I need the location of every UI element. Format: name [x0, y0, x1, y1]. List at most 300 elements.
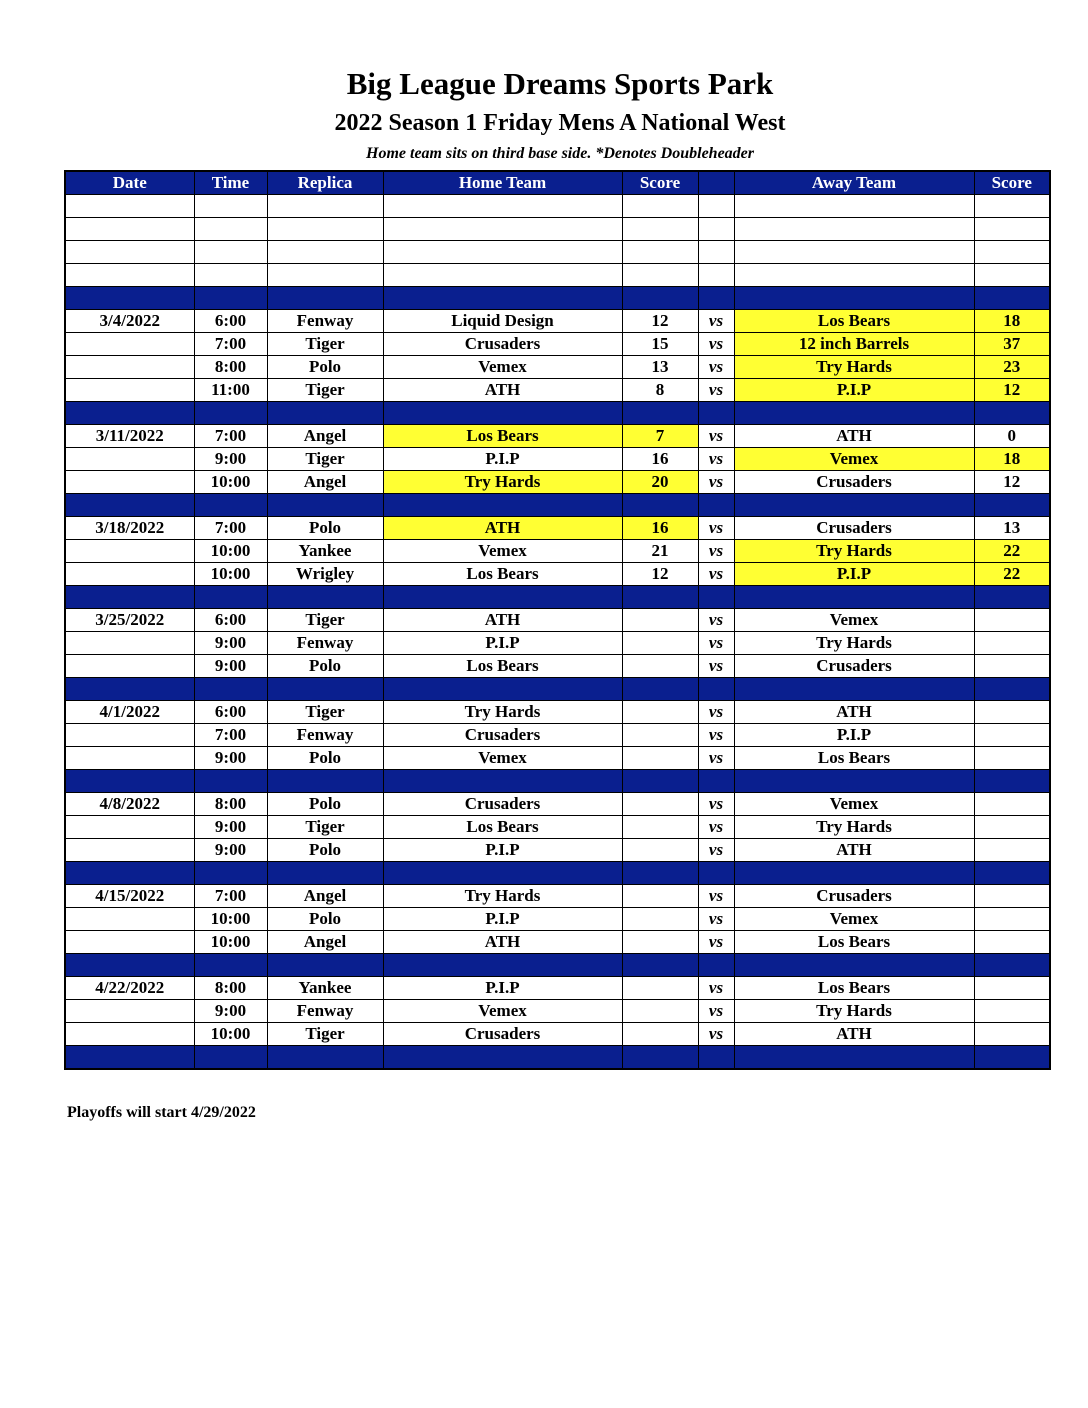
week-separator-cell: [267, 862, 383, 885]
week-separator-cell: [734, 1046, 974, 1070]
game-row: [65, 517, 1050, 540]
week-separator-cell: [65, 862, 194, 885]
blank-row-cell: [622, 218, 698, 241]
week-separator-cell: [698, 402, 734, 425]
blank-row-cell: [267, 195, 383, 218]
home-team: ATH: [383, 379, 622, 402]
week-separator-cell: [194, 678, 267, 701]
game-time: 7:00: [194, 425, 267, 448]
game-time: 7:00: [194, 724, 267, 747]
blank-row-cell: [194, 218, 267, 241]
week-separator-cell: [974, 1046, 1050, 1070]
blank-row-cell: [734, 195, 974, 218]
vs-label: vs: [698, 977, 734, 1000]
home-team: Crusaders: [383, 1023, 622, 1046]
week-separator-cell: [622, 954, 698, 977]
col-header-date: Date: [65, 171, 194, 195]
away-team: Crusaders: [734, 517, 974, 540]
blank-row-cell: [698, 241, 734, 264]
blank-row-cell: [65, 218, 194, 241]
blank-row-cell: [65, 195, 194, 218]
vs-label: vs: [698, 908, 734, 931]
week-separator: [65, 770, 1050, 793]
game-time: 10:00: [194, 540, 267, 563]
home-team: Liquid Design: [383, 310, 622, 333]
week-separator-cell: [194, 1046, 267, 1070]
game-field: Polo: [267, 908, 383, 931]
schedule-note: Home team sits on third base side. *Denotes Doubleheader: [366, 145, 754, 162]
blank-row-cell: [65, 241, 194, 264]
away-team: 12 inch Barrels: [734, 333, 974, 356]
home-team: ATH: [383, 609, 622, 632]
away-score: 23: [974, 356, 1050, 379]
week-separator-cell: [383, 287, 622, 310]
week-separator-cell: [194, 954, 267, 977]
game-date: 4/22/2022: [65, 977, 194, 1000]
blank-row-cell: [698, 218, 734, 241]
week-separator-cell: [194, 287, 267, 310]
vs-label: vs: [698, 1023, 734, 1046]
game-row: [65, 885, 1050, 908]
week-separator-cell: [698, 1046, 734, 1070]
home-score: [622, 793, 698, 816]
game-row: [65, 471, 1050, 494]
blank-row-cell: [734, 264, 974, 287]
week-separator: [65, 494, 1050, 517]
week-separator-cell: [65, 287, 194, 310]
away-score: 12: [974, 379, 1050, 402]
week-separator-cell: [383, 954, 622, 977]
away-team: Try Hards: [734, 1000, 974, 1023]
game-field: Wrigley: [267, 563, 383, 586]
home-team: Vemex: [383, 540, 622, 563]
home-score: [622, 885, 698, 908]
blank-row-cell: [622, 264, 698, 287]
week-separator-cell: [734, 678, 974, 701]
game-field: Angel: [267, 425, 383, 448]
home-score: [622, 1023, 698, 1046]
week-separator-cell: [383, 770, 622, 793]
away-score: [974, 701, 1050, 724]
away-score: 0: [974, 425, 1050, 448]
away-score: [974, 1000, 1050, 1023]
away-score: [974, 931, 1050, 954]
blank-row-cell: [734, 241, 974, 264]
blank-row-cell: [194, 264, 267, 287]
week-separator-cell: [734, 287, 974, 310]
vs-label: vs: [698, 609, 734, 632]
vs-label: vs: [698, 816, 734, 839]
game-date: 4/8/2022: [65, 793, 194, 816]
vs-label: vs: [698, 724, 734, 747]
game-field: Polo: [267, 747, 383, 770]
game-time: 8:00: [194, 977, 267, 1000]
vs-label: vs: [698, 517, 734, 540]
week-separator-cell: [65, 402, 194, 425]
home-team: Crusaders: [383, 724, 622, 747]
away-score: [974, 816, 1050, 839]
home-score: 8: [622, 379, 698, 402]
away-team: P.I.P: [734, 563, 974, 586]
away-team: Crusaders: [734, 655, 974, 678]
home-score: 21: [622, 540, 698, 563]
home-team: Crusaders: [383, 333, 622, 356]
game-time: 10:00: [194, 563, 267, 586]
home-score: 15: [622, 333, 698, 356]
game-row: [65, 563, 1050, 586]
game-date: [65, 1023, 194, 1046]
away-score: [974, 655, 1050, 678]
vs-label: vs: [698, 1000, 734, 1023]
away-team: Vemex: [734, 908, 974, 931]
week-separator-cell: [698, 954, 734, 977]
blank-row-cell: [974, 241, 1050, 264]
week-separator-cell: [622, 494, 698, 517]
game-field: Tiger: [267, 448, 383, 471]
week-separator-cell: [734, 862, 974, 885]
home-team: Vemex: [383, 747, 622, 770]
game-row: [65, 1023, 1050, 1046]
game-row: [65, 356, 1050, 379]
week-separator-cell: [383, 1046, 622, 1070]
week-separator-cell: [698, 678, 734, 701]
vs-label: vs: [698, 333, 734, 356]
away-team: Los Bears: [734, 310, 974, 333]
game-date: 4/15/2022: [65, 885, 194, 908]
game-date: 3/25/2022: [65, 609, 194, 632]
game-row: [65, 425, 1050, 448]
game-time: 11:00: [194, 379, 267, 402]
away-team: Vemex: [734, 793, 974, 816]
away-team: ATH: [734, 425, 974, 448]
week-separator-cell: [267, 1046, 383, 1070]
week-separator-cell: [65, 1046, 194, 1070]
game-row: [65, 724, 1050, 747]
week-separator: [65, 678, 1050, 701]
game-row: [65, 540, 1050, 563]
vs-label: vs: [698, 425, 734, 448]
blank-row-cell: [383, 264, 622, 287]
page-title: Big League Dreams Sports Park: [346, 66, 774, 101]
game-date: [65, 724, 194, 747]
home-team: P.I.P: [383, 632, 622, 655]
week-separator-cell: [65, 678, 194, 701]
blank-row-cell: [698, 264, 734, 287]
game-date: 3/11/2022: [65, 425, 194, 448]
away-team: Los Bears: [734, 977, 974, 1000]
vs-label: vs: [698, 540, 734, 563]
week-separator-cell: [383, 678, 622, 701]
week-separator-cell: [734, 494, 974, 517]
home-score: [622, 816, 698, 839]
week-separator-cell: [194, 586, 267, 609]
home-score: [622, 632, 698, 655]
blank-row-cell: [383, 241, 622, 264]
away-team: Try Hards: [734, 816, 974, 839]
away-score: 22: [974, 563, 1050, 586]
away-score: 18: [974, 310, 1050, 333]
week-separator: [65, 586, 1050, 609]
page-subtitle: 2022 Season 1 Friday Mens A National West: [334, 110, 786, 136]
away-team: Los Bears: [734, 747, 974, 770]
game-date: 4/1/2022: [65, 701, 194, 724]
away-score: [974, 885, 1050, 908]
away-score: [974, 839, 1050, 862]
week-separator-cell: [622, 678, 698, 701]
week-separator-cell: [974, 770, 1050, 793]
game-date: [65, 908, 194, 931]
away-team: Try Hards: [734, 540, 974, 563]
game-field: Fenway: [267, 632, 383, 655]
game-date: [65, 747, 194, 770]
game-date: [65, 379, 194, 402]
blank-row-cell: [267, 241, 383, 264]
game-time: 6:00: [194, 609, 267, 632]
week-separator-cell: [267, 678, 383, 701]
game-time: 9:00: [194, 1000, 267, 1023]
away-score: 37: [974, 333, 1050, 356]
table-header-row: [65, 171, 1050, 195]
week-separator: [65, 954, 1050, 977]
game-time: 7:00: [194, 517, 267, 540]
week-separator-cell: [267, 287, 383, 310]
home-score: [622, 701, 698, 724]
away-score: [974, 977, 1050, 1000]
week-separator-cell: [698, 287, 734, 310]
home-score: 13: [622, 356, 698, 379]
blank-row-cell: [383, 218, 622, 241]
home-team: Los Bears: [383, 816, 622, 839]
schedule-table: [64, 170, 1051, 1070]
game-row: [65, 701, 1050, 724]
week-separator-cell: [698, 862, 734, 885]
week-separator-cell: [734, 586, 974, 609]
game-row: [65, 908, 1050, 931]
away-score: [974, 609, 1050, 632]
vs-label: vs: [698, 471, 734, 494]
week-separator-cell: [622, 287, 698, 310]
game-row: [65, 977, 1050, 1000]
home-score: 16: [622, 448, 698, 471]
home-team: P.I.P: [383, 977, 622, 1000]
game-date: [65, 333, 194, 356]
game-date: [65, 655, 194, 678]
game-field: Fenway: [267, 1000, 383, 1023]
home-score: 12: [622, 310, 698, 333]
game-time: 9:00: [194, 816, 267, 839]
game-field: Tiger: [267, 379, 383, 402]
away-team: Los Bears: [734, 931, 974, 954]
game-row: [65, 839, 1050, 862]
col-header-home-score: Score: [622, 171, 698, 195]
away-score: 12: [974, 471, 1050, 494]
home-team: P.I.P: [383, 908, 622, 931]
week-separator-cell: [194, 770, 267, 793]
week-separator-cell: [974, 586, 1050, 609]
week-separator-cell: [974, 678, 1050, 701]
game-field: Angel: [267, 471, 383, 494]
game-date: [65, 471, 194, 494]
game-time: 6:00: [194, 310, 267, 333]
blank-row: [65, 195, 1050, 218]
game-field: Fenway: [267, 310, 383, 333]
week-separator-cell: [267, 402, 383, 425]
game-date: [65, 563, 194, 586]
home-team: Crusaders: [383, 793, 622, 816]
week-separator-cell: [65, 770, 194, 793]
week-separator-cell: [194, 494, 267, 517]
away-team: ATH: [734, 701, 974, 724]
game-date: [65, 931, 194, 954]
game-row: [65, 379, 1050, 402]
home-score: [622, 1000, 698, 1023]
blank-row-cell: [974, 218, 1050, 241]
game-time: 10:00: [194, 471, 267, 494]
home-score: 7: [622, 425, 698, 448]
week-separator-cell: [267, 494, 383, 517]
week-separator-cell: [383, 402, 622, 425]
home-team: Vemex: [383, 1000, 622, 1023]
away-score: [974, 747, 1050, 770]
game-row: [65, 333, 1050, 356]
vs-label: vs: [698, 793, 734, 816]
week-separator-cell: [194, 862, 267, 885]
game-date: 3/4/2022: [65, 310, 194, 333]
away-score: 18: [974, 448, 1050, 471]
game-row: [65, 931, 1050, 954]
week-separator-cell: [734, 402, 974, 425]
vs-label: vs: [698, 747, 734, 770]
week-separator: [65, 862, 1050, 885]
blank-row-cell: [267, 218, 383, 241]
away-score: [974, 793, 1050, 816]
blank-row-cell: [622, 195, 698, 218]
away-team: P.I.P: [734, 724, 974, 747]
home-team: Los Bears: [383, 425, 622, 448]
game-field: Yankee: [267, 540, 383, 563]
game-field: Tiger: [267, 816, 383, 839]
week-separator-cell: [267, 586, 383, 609]
game-time: 8:00: [194, 793, 267, 816]
away-score: [974, 632, 1050, 655]
week-separator-cell: [65, 494, 194, 517]
vs-label: vs: [698, 655, 734, 678]
away-score: [974, 1023, 1050, 1046]
week-separator-cell: [734, 954, 974, 977]
game-time: 10:00: [194, 1023, 267, 1046]
home-score: [622, 931, 698, 954]
schedule-body: [65, 195, 1050, 1070]
home-score: [622, 724, 698, 747]
game-field: Polo: [267, 356, 383, 379]
game-time: 9:00: [194, 448, 267, 471]
home-team: Try Hards: [383, 885, 622, 908]
vs-label: vs: [698, 356, 734, 379]
game-field: Tiger: [267, 1023, 383, 1046]
game-time: 9:00: [194, 747, 267, 770]
home-team: Try Hards: [383, 701, 622, 724]
vs-label: vs: [698, 839, 734, 862]
home-team: Los Bears: [383, 655, 622, 678]
game-date: [65, 356, 194, 379]
week-separator-cell: [267, 770, 383, 793]
game-field: Polo: [267, 655, 383, 678]
blank-row-cell: [65, 264, 194, 287]
game-field: Polo: [267, 517, 383, 540]
game-row: [65, 310, 1050, 333]
game-time: 6:00: [194, 701, 267, 724]
week-separator-cell: [622, 402, 698, 425]
home-team: ATH: [383, 931, 622, 954]
away-team: P.I.P: [734, 379, 974, 402]
week-separator-cell: [974, 287, 1050, 310]
week-separator-cell: [383, 862, 622, 885]
week-separator-cell: [267, 954, 383, 977]
game-date: [65, 448, 194, 471]
away-team: ATH: [734, 1023, 974, 1046]
home-team: Try Hards: [383, 471, 622, 494]
home-team: Vemex: [383, 356, 622, 379]
game-date: [65, 1000, 194, 1023]
blank-row-cell: [622, 241, 698, 264]
blank-row-cell: [383, 195, 622, 218]
week-separator-cell: [65, 586, 194, 609]
col-header-away-score: Score: [974, 171, 1050, 195]
game-time: 9:00: [194, 632, 267, 655]
game-row: [65, 655, 1050, 678]
game-time: 9:00: [194, 655, 267, 678]
blank-row: [65, 264, 1050, 287]
week-separator-cell: [974, 494, 1050, 517]
col-header-vs: [698, 171, 734, 195]
away-team: ATH: [734, 839, 974, 862]
week-separator-cell: [698, 586, 734, 609]
game-field: Tiger: [267, 333, 383, 356]
game-date: [65, 632, 194, 655]
game-row: [65, 1000, 1050, 1023]
week-separator-cell: [622, 770, 698, 793]
home-score: [622, 747, 698, 770]
game-field: Angel: [267, 931, 383, 954]
away-team: Try Hards: [734, 632, 974, 655]
away-score: 13: [974, 517, 1050, 540]
game-date: [65, 839, 194, 862]
vs-label: vs: [698, 701, 734, 724]
blank-row-cell: [698, 195, 734, 218]
game-field: Angel: [267, 885, 383, 908]
week-separator: [65, 1046, 1050, 1070]
home-team: Los Bears: [383, 563, 622, 586]
away-score: [974, 908, 1050, 931]
col-header-home-team: Home Team: [383, 171, 622, 195]
game-field: Tiger: [267, 609, 383, 632]
blank-row-cell: [194, 195, 267, 218]
week-separator-cell: [698, 770, 734, 793]
away-team: Try Hards: [734, 356, 974, 379]
game-field: Fenway: [267, 724, 383, 747]
game-date: [65, 540, 194, 563]
game-time: 7:00: [194, 885, 267, 908]
home-score: 16: [622, 517, 698, 540]
col-header-time: Time: [194, 171, 267, 195]
home-score: 12: [622, 563, 698, 586]
game-time: 10:00: [194, 931, 267, 954]
week-separator-cell: [383, 586, 622, 609]
game-field: Polo: [267, 793, 383, 816]
game-field: Yankee: [267, 977, 383, 1000]
away-team: Vemex: [734, 609, 974, 632]
away-team: Crusaders: [734, 885, 974, 908]
